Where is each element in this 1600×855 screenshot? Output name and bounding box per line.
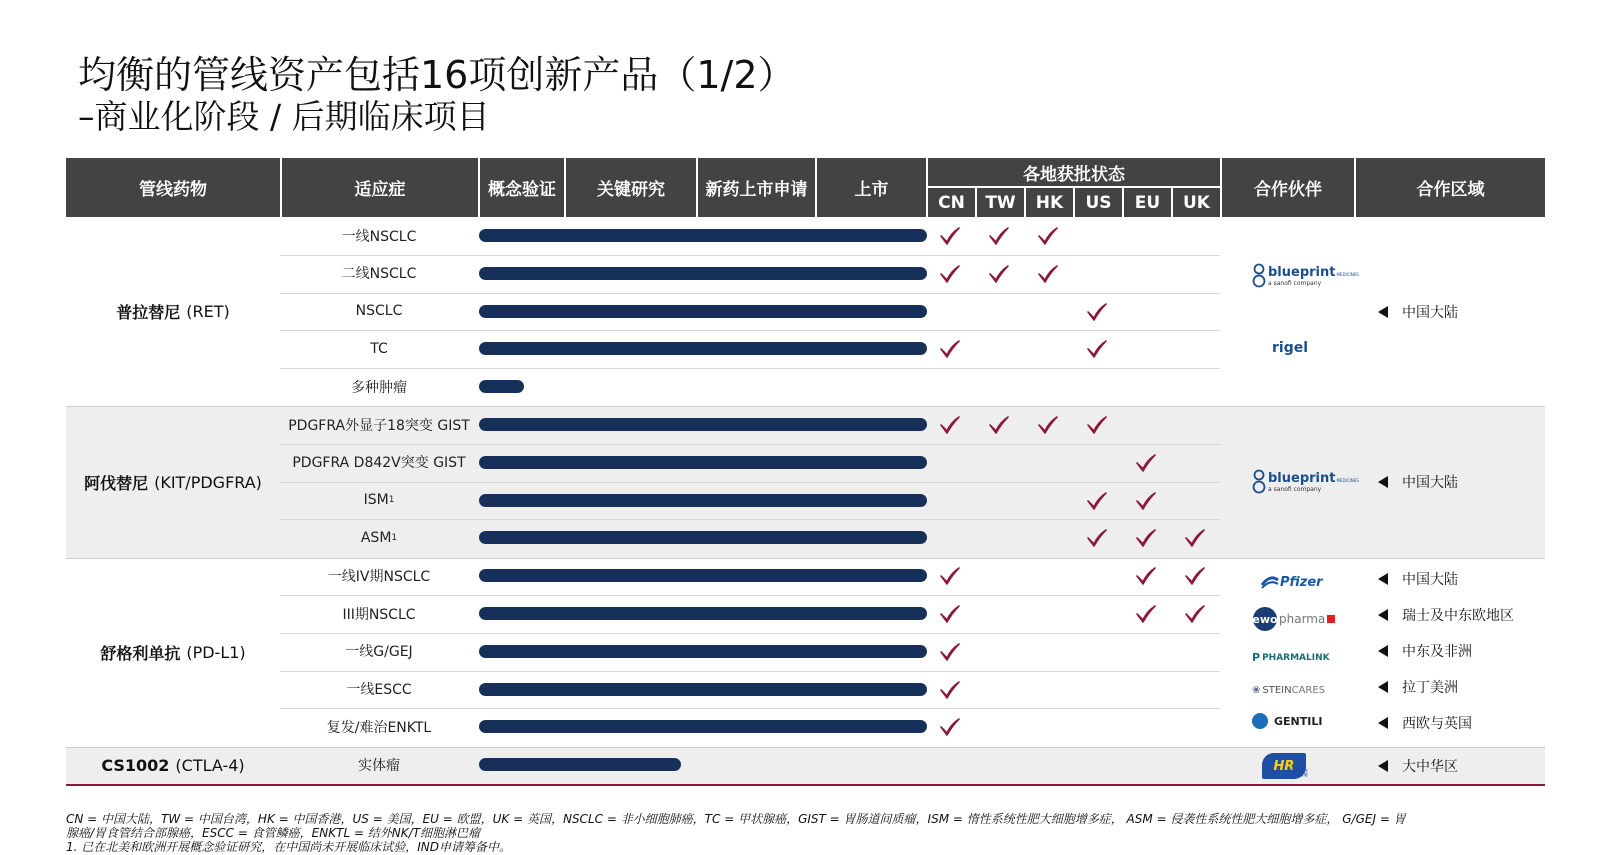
- blueprint-name: blueprint: [1268, 471, 1336, 486]
- indication-footnote-ref: 1: [391, 532, 398, 543]
- progress-bar: [479, 305, 927, 318]
- progress-bar: [479, 569, 927, 582]
- check-icon-us: [1086, 414, 1108, 436]
- region-gentili: [1378, 715, 1472, 731]
- progress-bar: [479, 645, 927, 658]
- blueprint-icon: [1252, 263, 1266, 289]
- bottom-rule: [66, 784, 1545, 786]
- partner-blueprint-logo-2: [1252, 469, 1359, 495]
- header-region: 合作区域: [1354, 158, 1545, 217]
- blueprint-sub: a sanofi company: [1268, 280, 1322, 287]
- check-icon-uk: [1184, 565, 1206, 587]
- partner-hengrui-logo: [1262, 753, 1308, 779]
- header-eu: EU: [1122, 186, 1171, 217]
- pharmalink-icon: 𝗣: [1252, 651, 1261, 664]
- drug-target: (RET): [186, 302, 230, 321]
- check-icon-hk: [1037, 225, 1059, 247]
- progress-bar: [479, 758, 681, 771]
- indication-text: ASM: [360, 529, 392, 546]
- region-ewopharma: [1378, 607, 1514, 623]
- triangle-left-icon: [1378, 681, 1388, 693]
- footnote-line-1: CN = 中国大陆，TW = 中国台湾，HK = 中国香港，US = 美国，EU = 欧盟，UK = 英国，NSCLC = 非小细胞肺癌，TC = 甲状腺癌，GIST = 胃肠道间质瘤，ISM = 惰性系统性肥大细胞增多症， ASM = 侵袭性系统性肥大细胞增多症， G/GEJ = 胃: [66, 812, 1406, 826]
- drug-target: (PD-L1): [186, 643, 246, 662]
- drug-pralsetinib: [66, 217, 280, 406]
- check-icon-cn: [939, 679, 961, 701]
- region-label: 拉丁美洲: [1402, 680, 1458, 696]
- indication-label: [280, 330, 478, 367]
- partner-ewopharma-logo: [1253, 607, 1335, 631]
- indication-text: PDGFRA外显子18突变 GIST: [288, 417, 470, 434]
- progress-bar: [479, 531, 927, 544]
- indication-text: 多种肿瘤: [351, 379, 407, 396]
- header-partner: 合作伙伴: [1220, 158, 1354, 217]
- check-icon-hk: [1037, 263, 1059, 285]
- progress-bar: [479, 720, 927, 733]
- swiss-flag-icon: [1327, 615, 1335, 623]
- blueprint-small: MEDICINES: [1336, 478, 1359, 483]
- progress-bar: [479, 607, 927, 620]
- triangle-left-icon: [1378, 476, 1388, 488]
- check-icon-eu: [1135, 565, 1157, 587]
- region-pfizer: [1378, 571, 1458, 587]
- check-icon-eu: [1135, 452, 1157, 474]
- indication-text: III期NSCLC: [342, 606, 416, 623]
- header-indication: 适应症: [280, 158, 478, 217]
- indication-text: ISM: [363, 492, 389, 509]
- drug-cs1002: [66, 747, 280, 784]
- footnote-line-2: 腺癌/胃食管结合部腺癌，ESCC = 食管鳞癌，ENKTL = 结外NK/T细胞淋巴瘤: [66, 826, 481, 840]
- header-us: US: [1073, 186, 1122, 217]
- hengrui-name: 恒瑞: [1290, 768, 1309, 779]
- check-icon-us: [1086, 301, 1108, 323]
- triangle-left-icon: [1378, 573, 1388, 585]
- blueprint-name: blueprint: [1268, 265, 1336, 280]
- steincares-b: CARES: [1291, 685, 1326, 696]
- indication-label: [280, 633, 478, 670]
- check-icon-tw: [988, 225, 1010, 247]
- drug-name: CS1002: [101, 756, 170, 775]
- header-nda: 新药上市申请: [696, 158, 815, 217]
- triangle-left-icon: [1378, 717, 1388, 729]
- indication-text: NSCLC: [355, 303, 403, 320]
- progress-bar: [479, 683, 927, 696]
- header-pivotal: 关键研究: [564, 158, 696, 217]
- progress-bar: [479, 456, 927, 469]
- check-icon-eu: [1135, 603, 1157, 625]
- region-label: 瑞士及中东欧地区: [1402, 608, 1514, 624]
- partner-gentili-logo: [1252, 713, 1322, 729]
- indication-label: [280, 217, 478, 254]
- indication-label: [280, 293, 478, 330]
- indication-label: [280, 519, 478, 556]
- partner-blueprint-logo: [1252, 263, 1359, 289]
- blueprint-sub: a sanofi company: [1268, 486, 1322, 493]
- check-icon-tw: [988, 263, 1010, 285]
- check-icon-cn: [939, 565, 961, 587]
- partner-pharmalink-logo: [1252, 651, 1330, 664]
- region-hengrui: [1378, 758, 1458, 774]
- header-hk: HK: [1024, 186, 1073, 217]
- page-title: 均衡的管线资产包括16项创新产品（1/2）: [78, 53, 796, 97]
- indication-text: 实体瘤: [358, 757, 400, 774]
- indication-label: [280, 368, 478, 405]
- region-steincares: [1378, 679, 1458, 695]
- drug-avapritinib: [66, 406, 280, 558]
- indication-label: [280, 255, 478, 292]
- check-icon-cn: [939, 225, 961, 247]
- check-icon-cn: [939, 603, 961, 625]
- indication-label: [280, 746, 478, 783]
- indication-text: 一线ESCC: [346, 682, 412, 699]
- check-icon-us: [1086, 527, 1108, 549]
- page-subtitle: –商业化阶段 / 后期临床项目: [78, 97, 490, 136]
- steincares-icon: ❀: [1252, 685, 1261, 696]
- drug-name: 阿伐替尼: [84, 473, 149, 493]
- indication-text: 一线NSCLC: [341, 228, 417, 245]
- region-label: 中东及非洲: [1402, 644, 1472, 660]
- indication-label: [280, 708, 478, 745]
- header-launch: 上市: [815, 158, 926, 217]
- indication-label: [280, 557, 478, 594]
- region-pralsetinib: [1378, 304, 1458, 320]
- header-cn: CN: [926, 186, 975, 217]
- region-label: 中国大陆: [1402, 305, 1458, 321]
- pfizer-name: Pfizer: [1280, 575, 1323, 590]
- header-uk: UK: [1171, 186, 1220, 217]
- rigel-name: rigel: [1272, 340, 1309, 356]
- check-icon-eu: [1135, 490, 1157, 512]
- check-icon-cn: [939, 641, 961, 663]
- region-label: 西欧与英国: [1402, 716, 1472, 732]
- steincares-a: STEIN: [1262, 685, 1292, 696]
- header-drug: 管线药物: [66, 158, 280, 217]
- blueprint-small: MEDICINES: [1336, 272, 1359, 277]
- header-approval-status: 各地获批状态: [926, 158, 1220, 186]
- region-label: 大中华区: [1402, 759, 1458, 775]
- indication-label: [280, 671, 478, 708]
- progress-bar: [479, 267, 927, 280]
- header-poc: 概念验证: [478, 158, 564, 217]
- indication-text: 一线G/GEJ: [345, 644, 413, 661]
- hengrui-icon: HR: [1262, 753, 1306, 779]
- indication-text: 复发/难治ENKTL: [326, 719, 432, 736]
- header-tw: TW: [975, 186, 1024, 217]
- check-icon-cn: [939, 263, 961, 285]
- check-icon-tw: [988, 414, 1010, 436]
- partner-rigel-logo: [1272, 340, 1308, 356]
- partner-pfizer-logo: [1260, 575, 1323, 590]
- progress-bar: [479, 418, 927, 431]
- check-icon-uk: [1184, 527, 1206, 549]
- indication-label: [280, 595, 478, 632]
- blueprint-icon: [1252, 469, 1266, 495]
- progress-bar: [479, 342, 927, 355]
- indication-footnote-ref: 1: [388, 495, 395, 506]
- triangle-left-icon: [1378, 306, 1388, 318]
- check-icon-cn: [939, 716, 961, 738]
- check-icon-uk: [1184, 603, 1206, 625]
- region-pharmalink: [1378, 643, 1472, 659]
- region-avapritinib: [1378, 474, 1458, 490]
- triangle-left-icon: [1378, 760, 1388, 772]
- ewo-badge: ewo: [1253, 607, 1277, 631]
- gentili-name: GENTILI: [1274, 714, 1323, 728]
- ewo-pharma-text: pharma: [1279, 612, 1326, 626]
- progress-bar: [479, 229, 927, 242]
- pharmalink-name: PHARMALINK: [1262, 652, 1330, 663]
- check-icon-cn: [939, 338, 961, 360]
- indication-text: PDGFRA D842V突变 GIST: [292, 455, 466, 472]
- region-label: 中国大陆: [1402, 475, 1458, 491]
- pfizer-pill-icon: [1260, 576, 1280, 590]
- indication-label: [280, 482, 478, 519]
- check-icon-eu: [1135, 527, 1157, 549]
- triangle-left-icon: [1378, 645, 1388, 657]
- progress-bar: [479, 380, 524, 393]
- partner-steincares-logo: [1252, 685, 1325, 696]
- region-label: 中国大陆: [1402, 572, 1458, 588]
- indication-label: [280, 406, 478, 443]
- drug-name: 舒格利单抗: [100, 644, 181, 663]
- drug-target: (CTLA-4): [175, 756, 245, 775]
- indication-text: TC: [370, 340, 388, 357]
- check-icon-cn: [939, 414, 961, 436]
- indication-label: [280, 444, 478, 481]
- drug-sugemalimab: [66, 558, 280, 747]
- check-icon-hk: [1037, 414, 1059, 436]
- triangle-left-icon: [1378, 609, 1388, 621]
- indication-text: 二线NSCLC: [341, 266, 417, 283]
- gentili-icon: [1252, 713, 1268, 729]
- drug-target: (KIT/PDGFRA): [154, 472, 262, 492]
- progress-bar: [479, 494, 927, 507]
- check-icon-us: [1086, 338, 1108, 360]
- check-icon-us: [1086, 490, 1108, 512]
- indication-text: 一线IV期NSCLC: [327, 568, 431, 585]
- drug-name: 普拉替尼: [116, 303, 181, 322]
- footnote-line-3: 1. 已在北美和欧洲开展概念验证研究，在中国尚未开展临床试验，IND申请筹备中。: [66, 840, 512, 854]
